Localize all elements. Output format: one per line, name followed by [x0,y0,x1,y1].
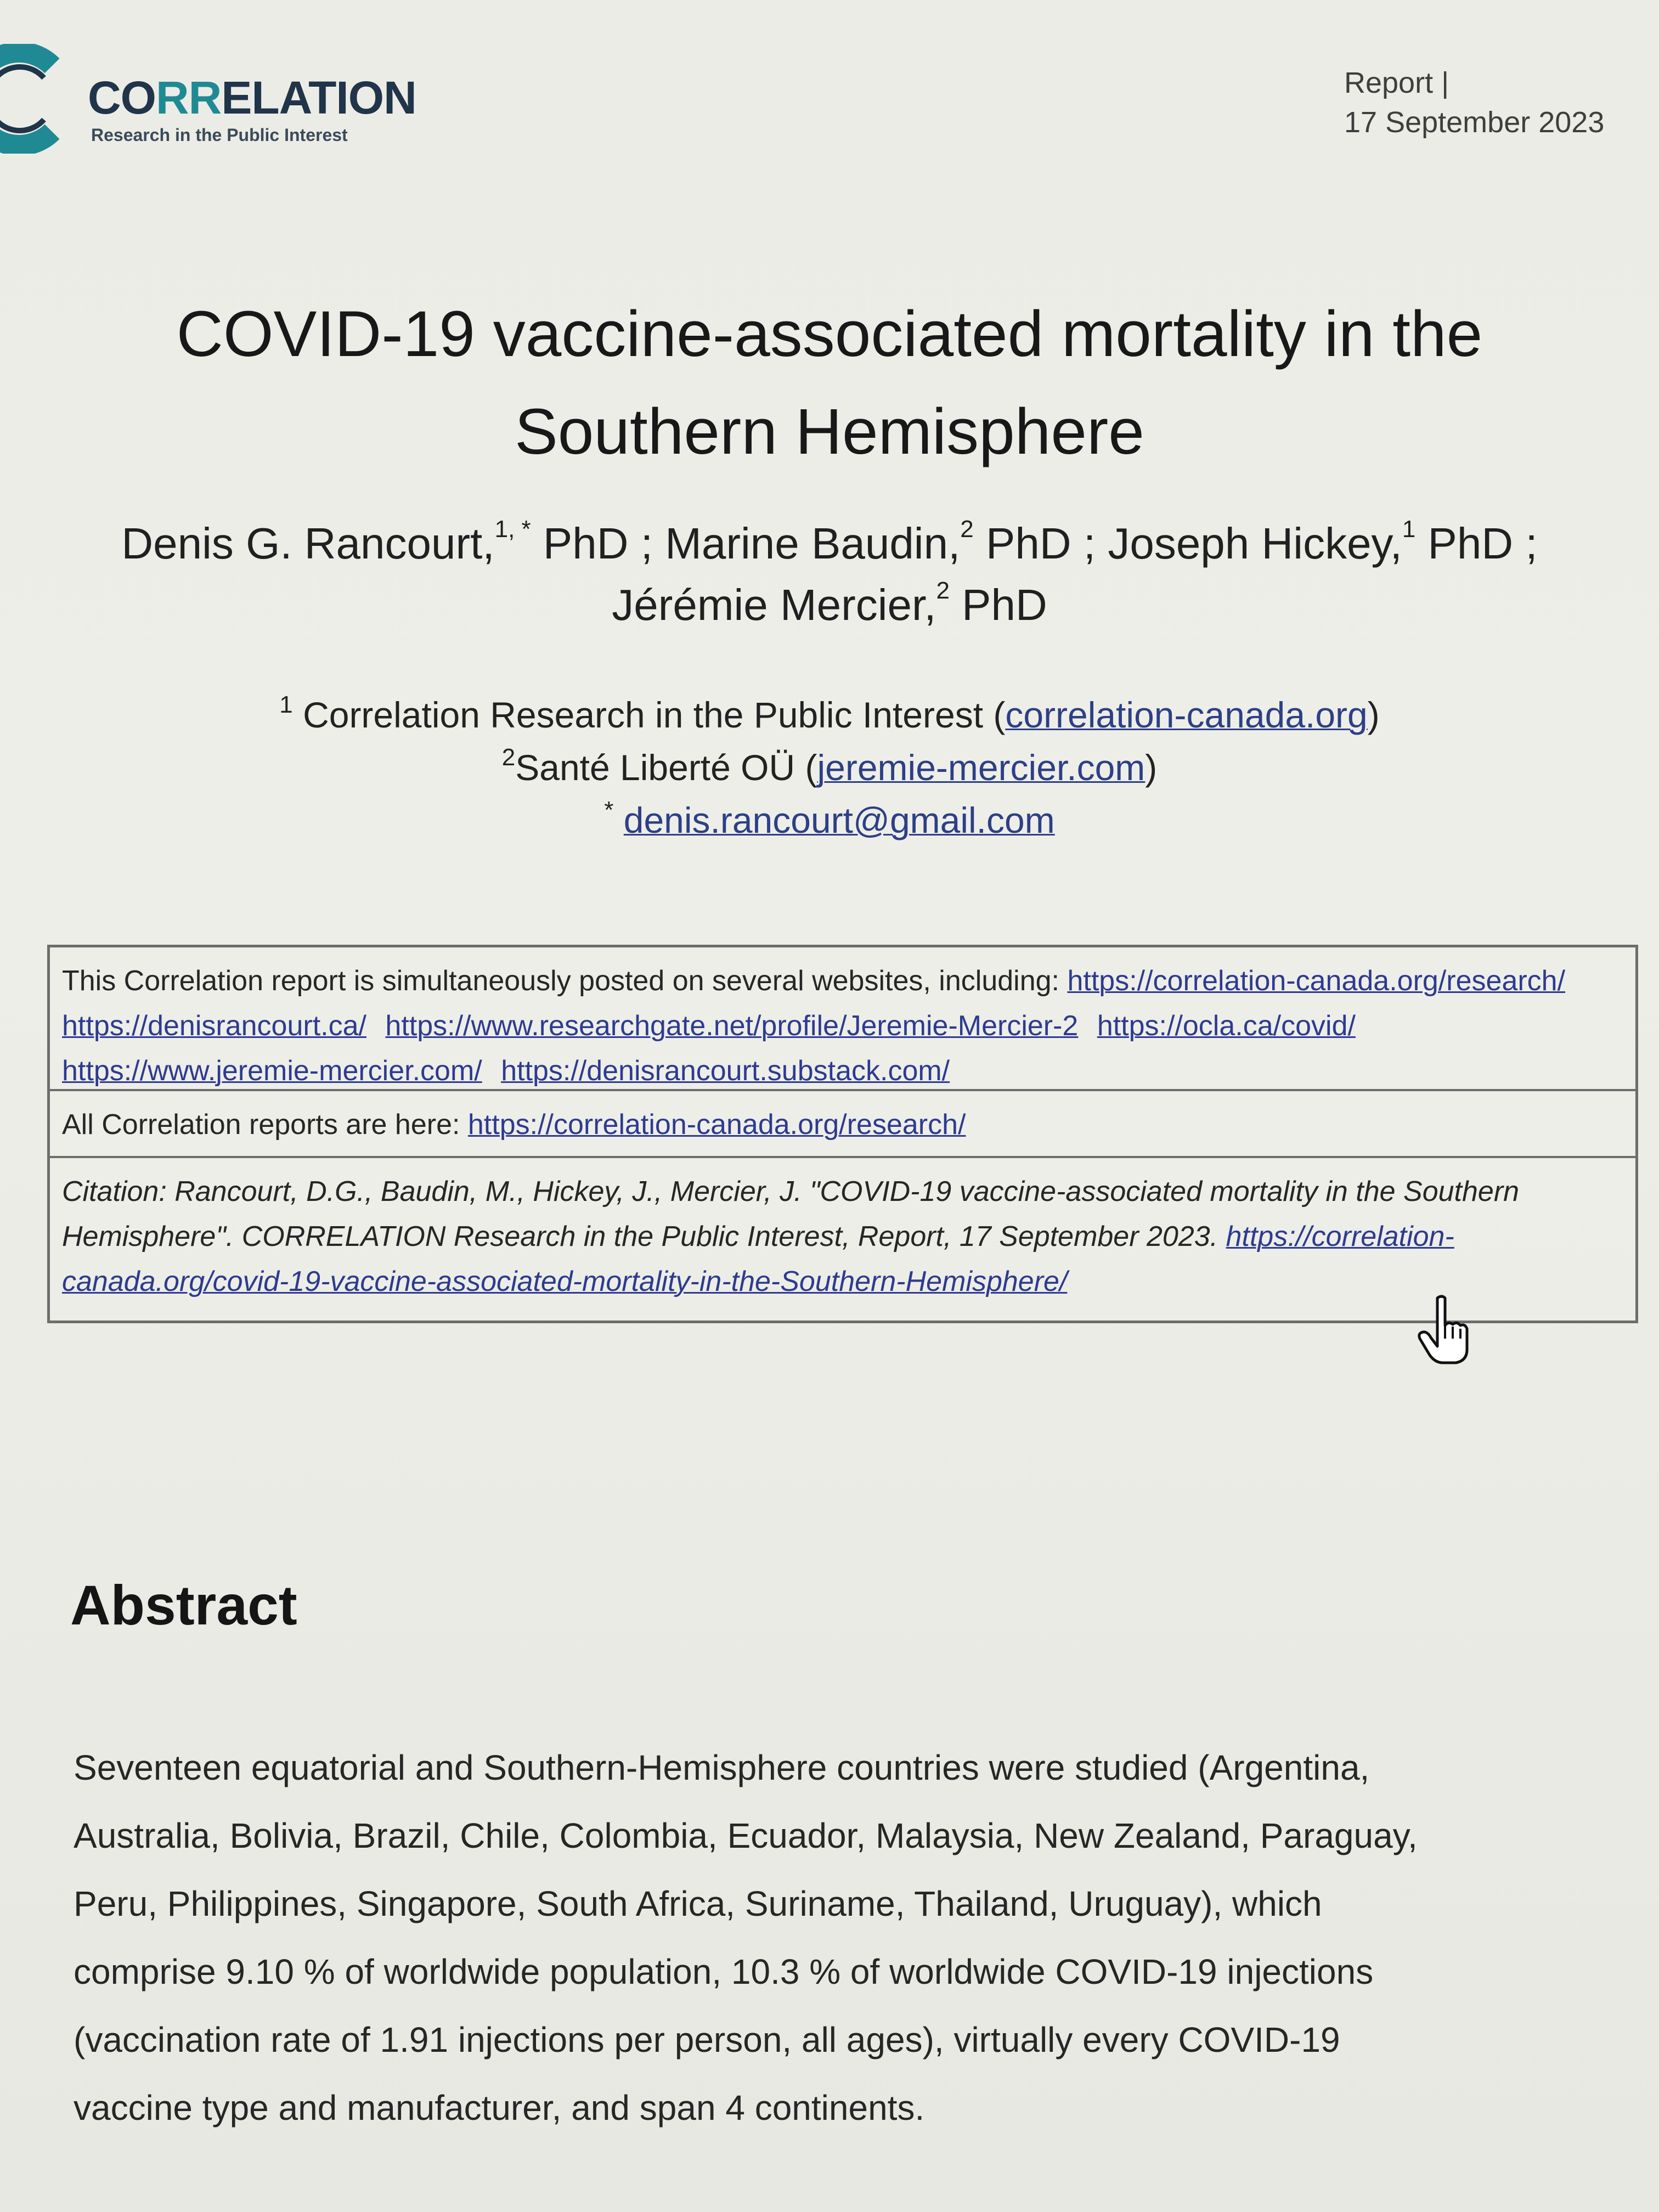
abstract-heading: Abstract [70,1574,297,1637]
abstract-line: (vaccination rate of 1.91 injections per person, all ages), virtually every COVID-19 [74,2020,1340,2059]
author-degree: PhD ; [531,519,653,568]
correlation-logo [0,44,417,165]
affiliation-2 [0,741,1659,794]
contact-sup: * [604,797,614,823]
author-list [0,513,1659,636]
author-degree: PhD ; [1415,519,1538,568]
citation-link[interactable]: https://correlation-canada.org/covid-19-vaccine-associated-mortality-in-the-Southern-Hemisphere/ [62,1221,1454,1297]
affiliations [0,689,1659,847]
posted-link[interactable]: https://denisrancourt.ca/ [62,1010,366,1042]
abstract-body [74,1734,1599,2142]
all-reports-link[interactable]: https://correlation-canada.org/research/ [467,1109,966,1141]
title-line-1: COVID-19 vaccine-associated mortality in the [176,298,1483,370]
report-meta [1344,63,1604,142]
affiliation-2-link[interactable]: jeremie-mercier.com [817,747,1146,788]
posted-link[interactable]: https://correlation-canada.org/research/ [1067,965,1566,997]
author-degree: PhD ; [973,519,1096,568]
citation-cell [50,1158,1635,1314]
posted-on-text: This Correlation report is simultaneously posted on several websites, including: [62,965,1068,997]
author-name: Marine Baudin, [652,519,961,568]
author-name: Denis G. Rancourt, [121,519,495,568]
author-degree: PhD [949,580,1047,629]
document-title [0,285,1659,481]
abstract-line: vaccine type and manufacturer, and span 4 continents. [74,2088,925,2128]
logo-c-mark-icon [0,44,71,154]
abstract-line: Australia, Bolivia, Brazil, Chile, Colombia, Ecuador, Malaysia, New Zealand, Paraguay, [74,1816,1418,1855]
author-name: Jérémie Mercier, [612,580,936,629]
posted-on-cell [50,947,1635,1091]
citation-text: Citation: Rancourt, D.G., Baudin, M., Hickey, J., Mercier, J. "COVID-19 vaccine-associated mortality in the Southern Hemisphere". CORRELATION Research in the Public Interest, Report, 17 September 2023. [62,1176,1520,1252]
author-name: Joseph Hickey, [1096,519,1402,568]
all-reports-text: All Correlation reports are here: [62,1109,468,1141]
report-date: 17 September 2023 [1344,106,1605,139]
logo-tagline: Research in the Public Interest [91,125,348,145]
report-label: Report | [1344,66,1449,99]
author-affil-sup: 1, * [494,516,531,543]
affiliation-paren: ) [1367,695,1380,735]
affiliation-paren: ) [1145,747,1158,788]
posted-link[interactable]: https://ocla.ca/covid/ [1097,1010,1356,1042]
abstract-line: Seventeen equatorial and Southern-Hemisphere countries were studied (Argentina, [74,1748,1370,1787]
contact-email-row [0,794,1659,847]
author-line-2 [0,574,1659,636]
affiliation-sup: 2 [501,744,516,771]
all-reports-cell [50,1091,1635,1158]
report-info-box [47,945,1638,1323]
affiliation-text: Correlation Research in the Public Interest ( [292,695,1006,735]
contact-email-link[interactable]: denis.rancourt@gmail.com [623,800,1055,840]
author-affil-sup: 1 [1402,516,1416,543]
logo-wordmark: CORRELATION [88,72,416,123]
posted-link[interactable]: https://www.researchgate.net/profile/Jeremie-Mercier-2 [385,1010,1079,1042]
affiliation-1 [0,689,1659,741]
affiliation-text: Santé Liberté OÜ ( [515,747,817,788]
affiliation-1-link[interactable]: correlation-canada.org [1005,695,1368,735]
affiliation-sup: 1 [279,691,293,718]
author-affil-sup: 2 [936,577,950,604]
posted-link[interactable]: https://denisrancourt.substack.com/ [501,1055,950,1087]
author-affil-sup: 2 [960,516,974,543]
abstract-line: Peru, Philippines, Singapore, South Africa, Suriname, Thailand, Uruguay), which [74,1884,1322,1923]
abstract-line: comprise 9.10 % of worldwide population, 10.3 % of worldwide COVID-19 injections [74,1952,1374,1991]
hand-pointer-cursor-icon [1417,1294,1477,1365]
author-line-1 [0,513,1659,574]
title-line-2: Southern Hemisphere [515,396,1144,468]
posted-link[interactable]: https://www.jeremie-mercier.com/ [62,1055,482,1087]
